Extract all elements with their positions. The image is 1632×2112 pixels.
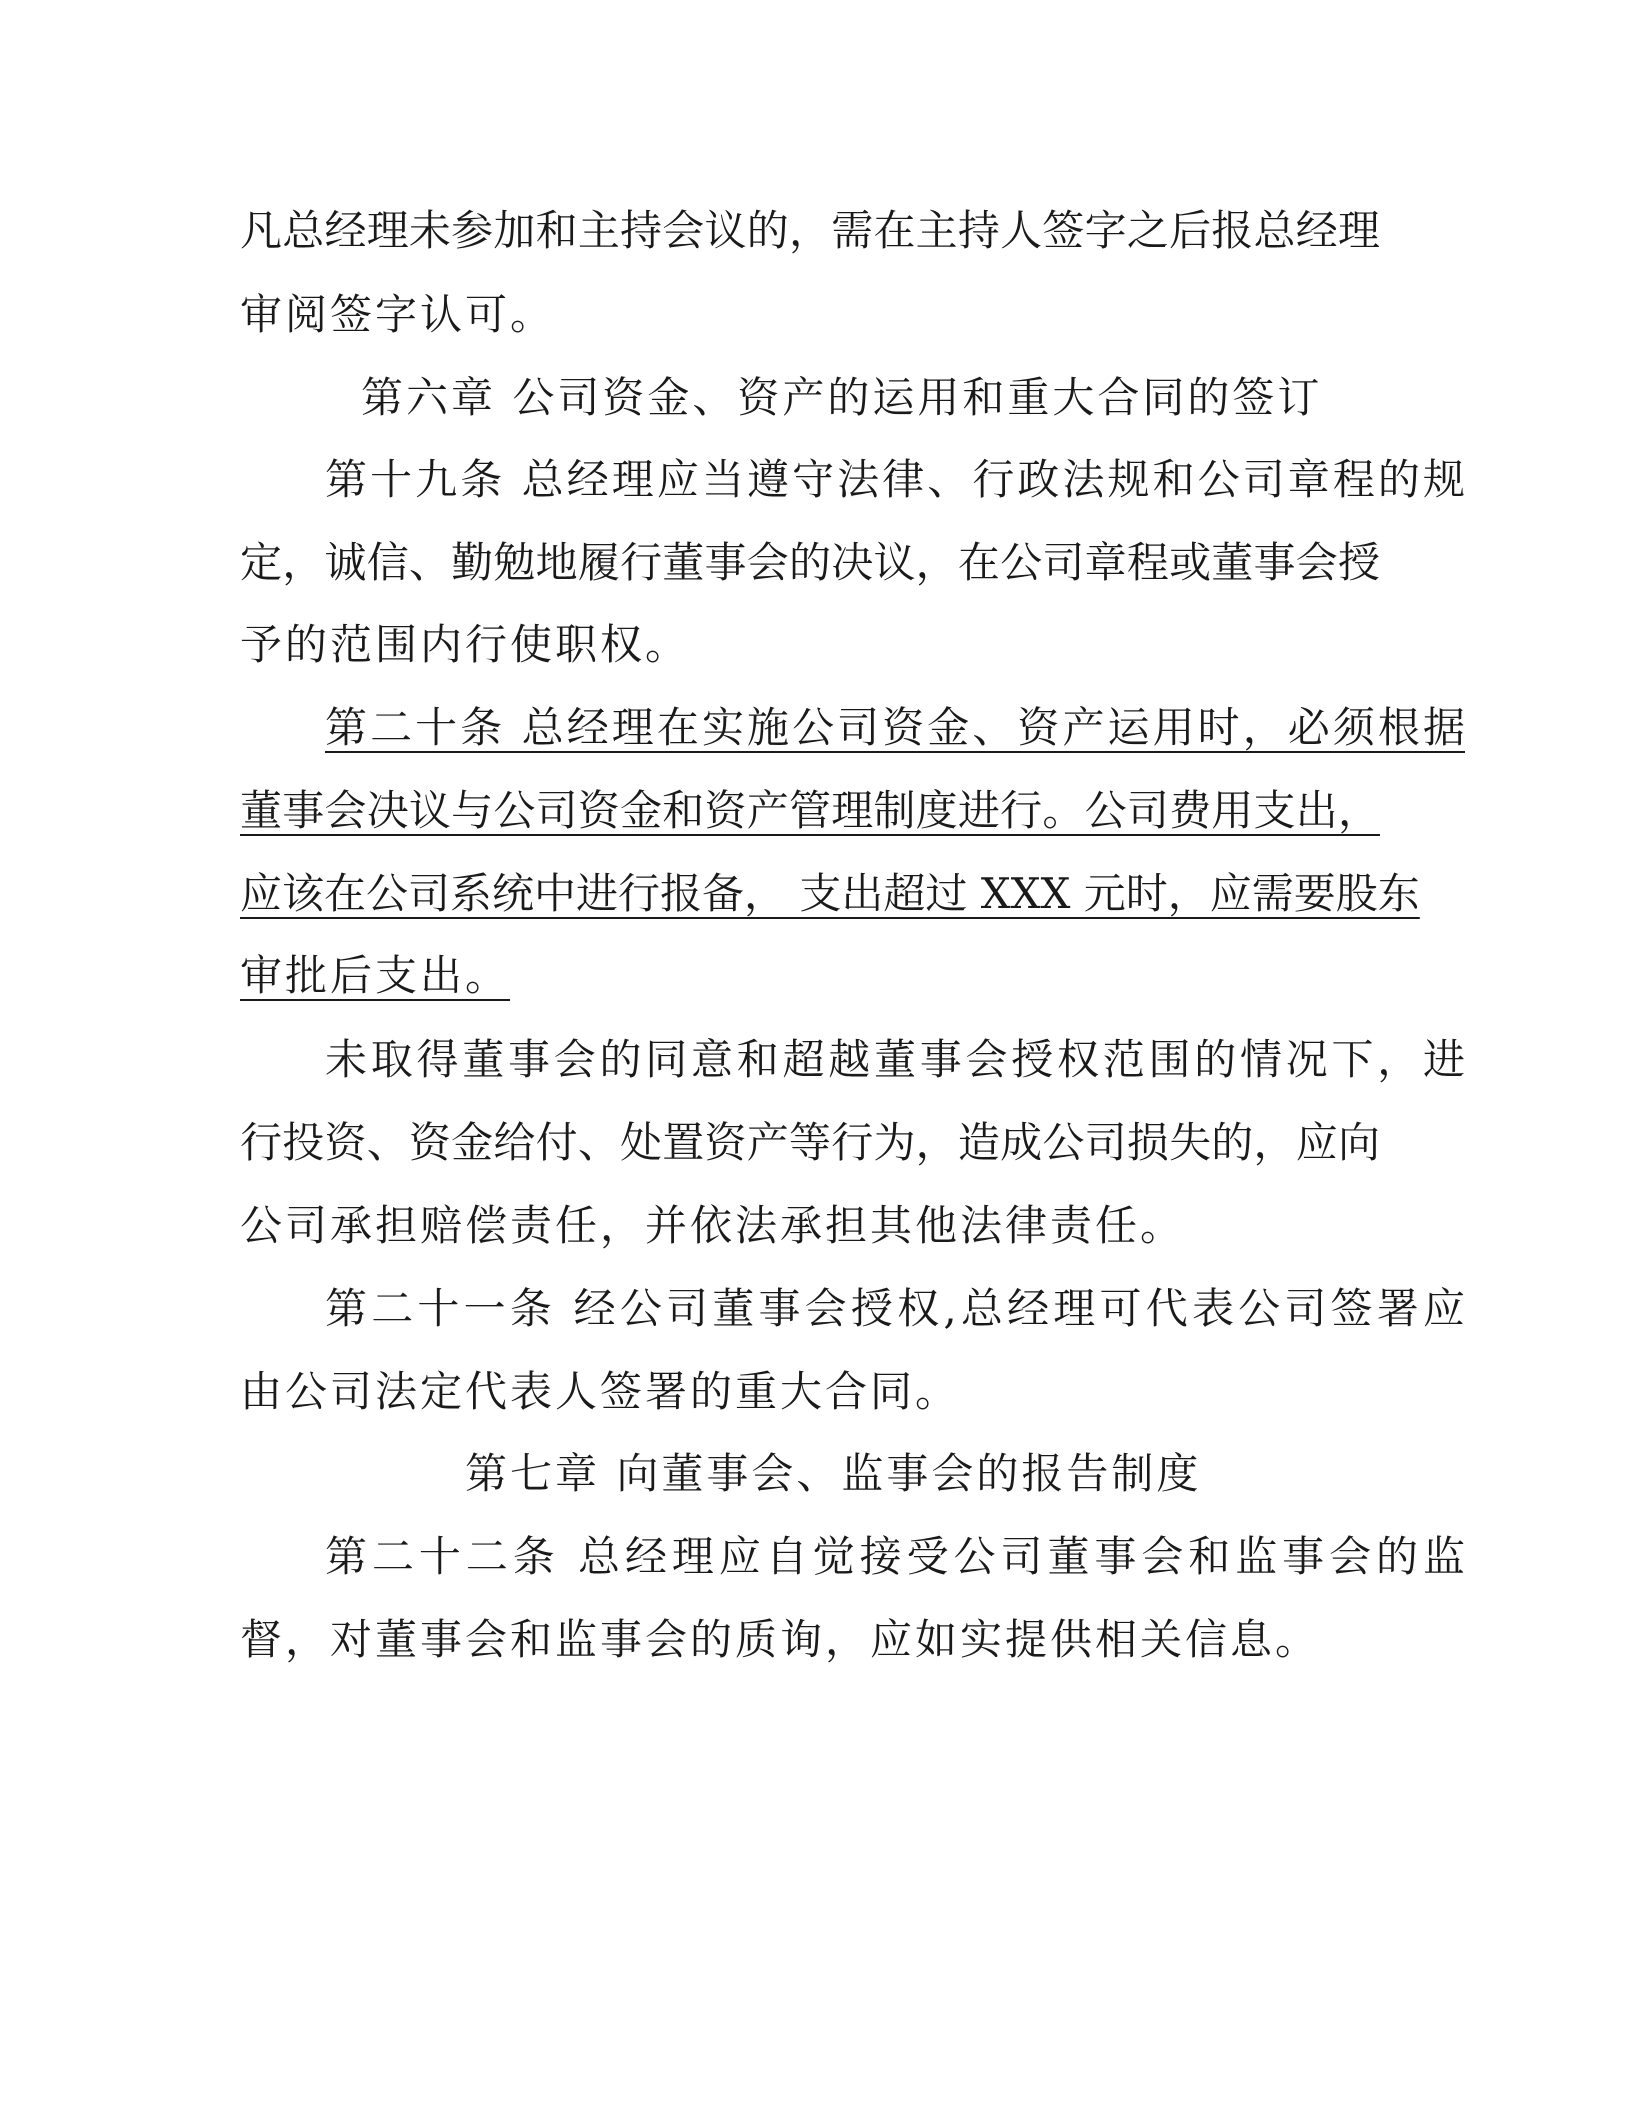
underlined-line: 应该在公司系统中进行报备， 支出超过 XXX 元时，应需要股东 <box>240 869 1420 918</box>
underlined-line: 董事会决议与公司资金和资产管理制度进行。公司费用支出， <box>240 786 1380 835</box>
article-19-line: 第十九条 总经理应当遵守法律、行政法规和公司章程的规 <box>325 455 1465 504</box>
paragraph-line: 行投资、资金给付、处置资产等行为，造成公司损失的，应向 <box>240 1118 1380 1167</box>
paragraph-line: 审阅签字认可。 <box>240 290 556 339</box>
underlined-line: 审批后支出。 <box>240 951 511 1000</box>
paragraph-line: 公司承担赔偿责任，并依法承担其他法律责任。 <box>240 1201 1186 1250</box>
chapter-heading-6: 第六章 公司资金、资产的运用和重大合同的签订 <box>361 373 1323 422</box>
paragraph-line: 定，诚信、勤勉地履行董事会的决议，在公司章程或董事会授 <box>240 538 1380 587</box>
chapter-heading-7: 第七章 向董事会、监事会的报告制度 <box>465 1449 1202 1498</box>
article-20-line: 第二十条 总经理在实施公司资金、资产运用时，必须根据 <box>325 703 1465 752</box>
paragraph-line: 未取得董事会的同意和超越董事会授权范围的情况下，进 <box>325 1035 1465 1084</box>
paragraph-line: 凡总经理未参加和主持会议的，需在主持人签字之后报总经理 <box>240 206 1380 255</box>
paragraph-line: 予的范围内行使职权。 <box>240 620 691 669</box>
article-21-line: 第二十一条 经公司董事会授权,总经理可代表公司签署应 <box>325 1284 1465 1333</box>
article-22-line: 第二十二条 总经理应自觉接受公司董事会和监事会的监 <box>325 1532 1465 1581</box>
paragraph-line: 督，对董事会和监事会的质询，应如实提供相关信息。 <box>240 1615 1321 1664</box>
paragraph-line: 由公司法定代表人签署的重大合同。 <box>240 1367 961 1416</box>
